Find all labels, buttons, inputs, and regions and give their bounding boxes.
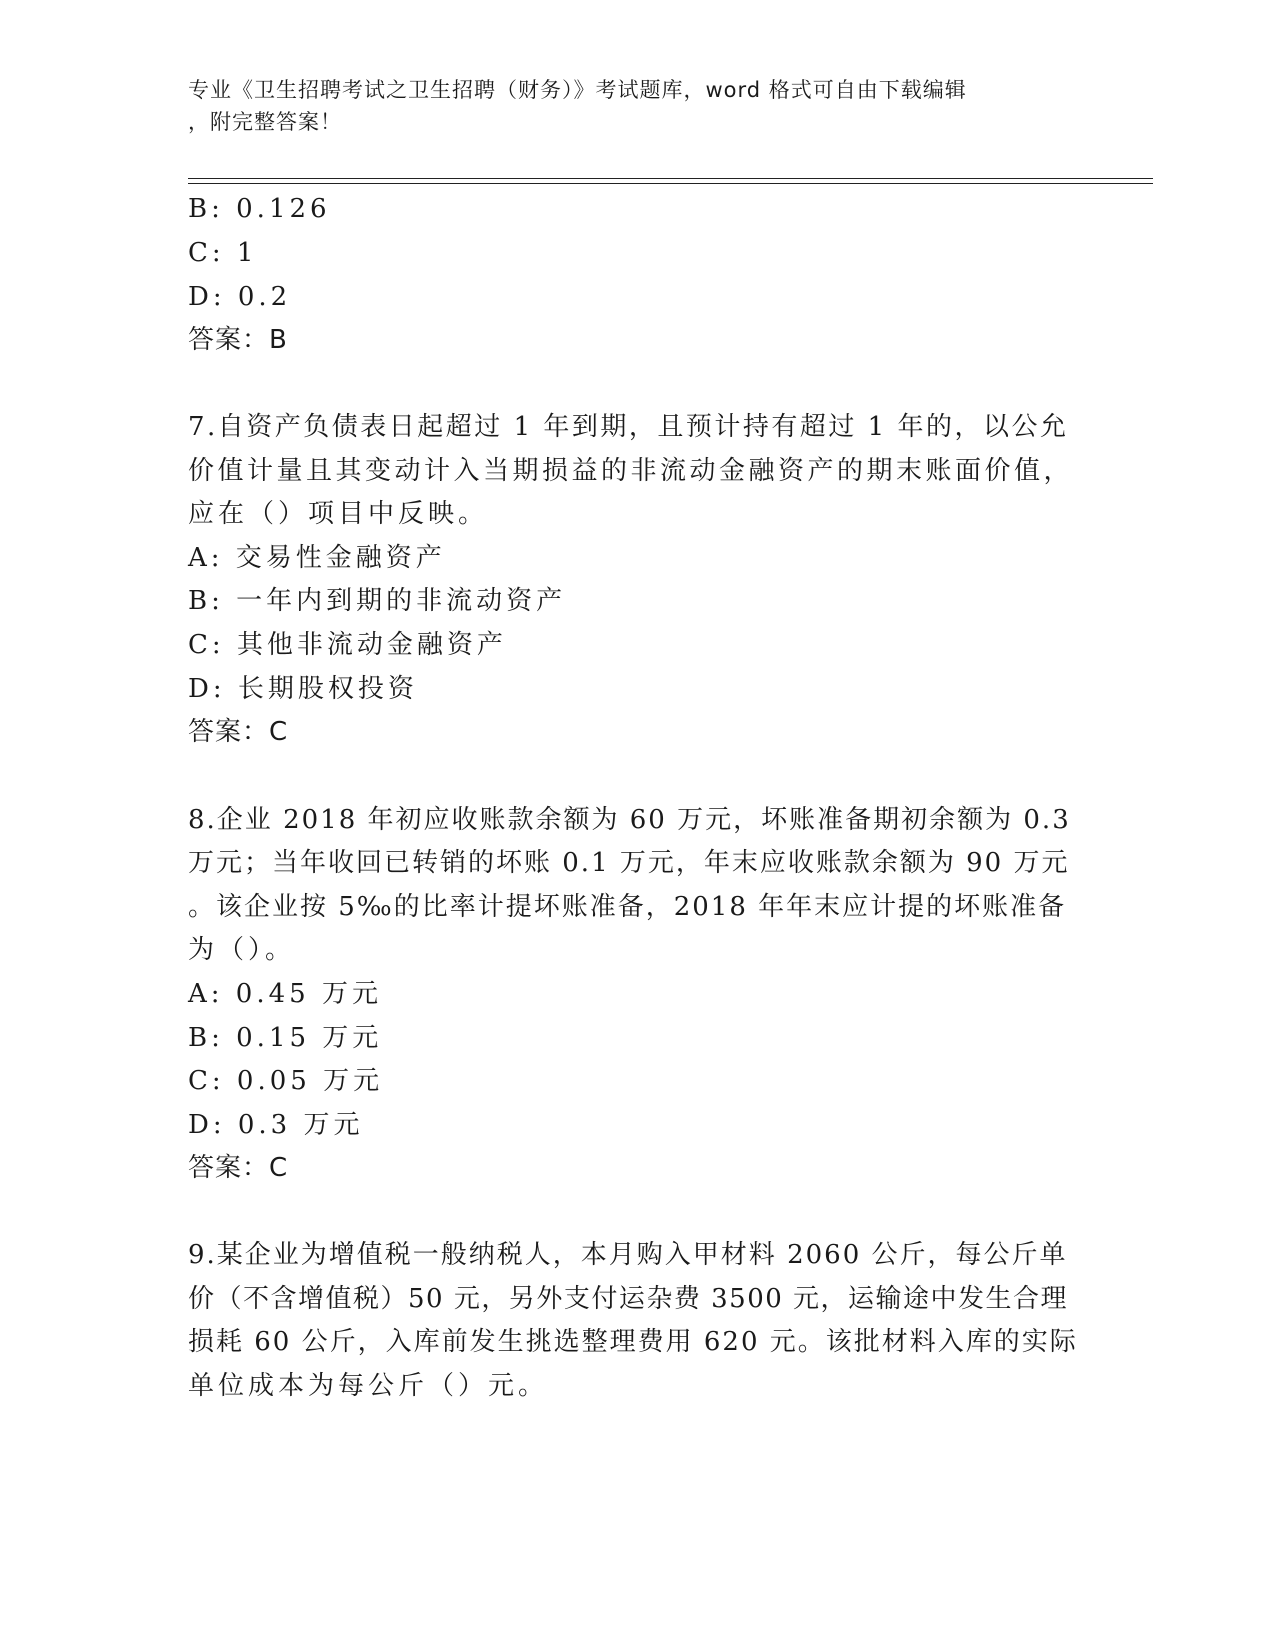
- q8-option-d: D: 0.3 万元: [188, 1110, 364, 1140]
- q6-answer: 答案：B: [188, 325, 288, 355]
- q7-option-c: C: 其他非流动金融资产: [188, 630, 507, 660]
- q9-stem-line-4: 单位成本为每公斤（）元。: [188, 1371, 549, 1401]
- q7-option-b: B: 一年内到期的非流动资产: [188, 586, 567, 616]
- q8-stem-line-3: 。该企业按 5‰的比率计提坏账准备，2018 年年末应计提的坏账准备: [188, 892, 1067, 922]
- header-divider-bottom: [188, 183, 1153, 184]
- header-divider-top: [188, 178, 1153, 179]
- q8-stem-line-4: 为（）。: [188, 935, 296, 965]
- q7-option-d: D: 长期股权投资: [188, 674, 418, 704]
- q9-stem-line-2: 价（不含增值税）50 元，另外支付运杂费 3500 元，运输途中发生合理: [188, 1284, 1069, 1314]
- q8-stem-line-1: 8.企业 2018 年初应收账款余额为 60 万元，坏账准备期初余额为 0.3: [188, 805, 1071, 835]
- q7-stem-line-2: 价值计量且其变动计入当期损益的非流动金融资产的期末账面价值，: [188, 456, 1074, 486]
- header-line-2: ，附完整答案！: [188, 110, 342, 134]
- q7-stem-line-3: 应在（）项目中反映。: [188, 499, 489, 529]
- q8-stem-line-2: 万元；当年收回已转销的坏账 0.1 万元，年末应收账款余额为 90 万元: [188, 848, 1070, 878]
- q8-answer: 答案：C: [188, 1153, 289, 1183]
- q9-stem-line-1: 9.某企业为增值税一般纳税人，本月购入甲材料 2060 公斤，每公斤单: [188, 1240, 1068, 1270]
- q8-option-b: B: 0.15 万元: [188, 1023, 383, 1053]
- q9-stem-line-3: 损耗 60 公斤，入库前发生挑选整理费用 620 元。该批材料入库的实际: [188, 1327, 1078, 1357]
- q6-option-d: D: 0.2: [188, 282, 292, 312]
- q7-stem-line-1: 7.自资产负债表日起超过 1 年到期，且预计持有超过 1 年的，以公允: [188, 412, 1069, 442]
- q8-option-c: C: 0.05 万元: [188, 1066, 384, 1096]
- q8-option-a: A: 0.45 万元: [188, 979, 382, 1009]
- q6-option-c: C: 1: [188, 238, 258, 268]
- document-header: [188, 74, 1068, 138]
- q7-answer: 答案：C: [188, 717, 289, 747]
- q6-option-b: B: 0.126: [188, 194, 331, 224]
- header-line-1: 专业《卫生招聘考试之卫生招聘（财务）》考试题库，word 格式可自由下载编辑: [188, 78, 967, 102]
- q7-option-a: A: 交易性金融资产: [188, 543, 446, 573]
